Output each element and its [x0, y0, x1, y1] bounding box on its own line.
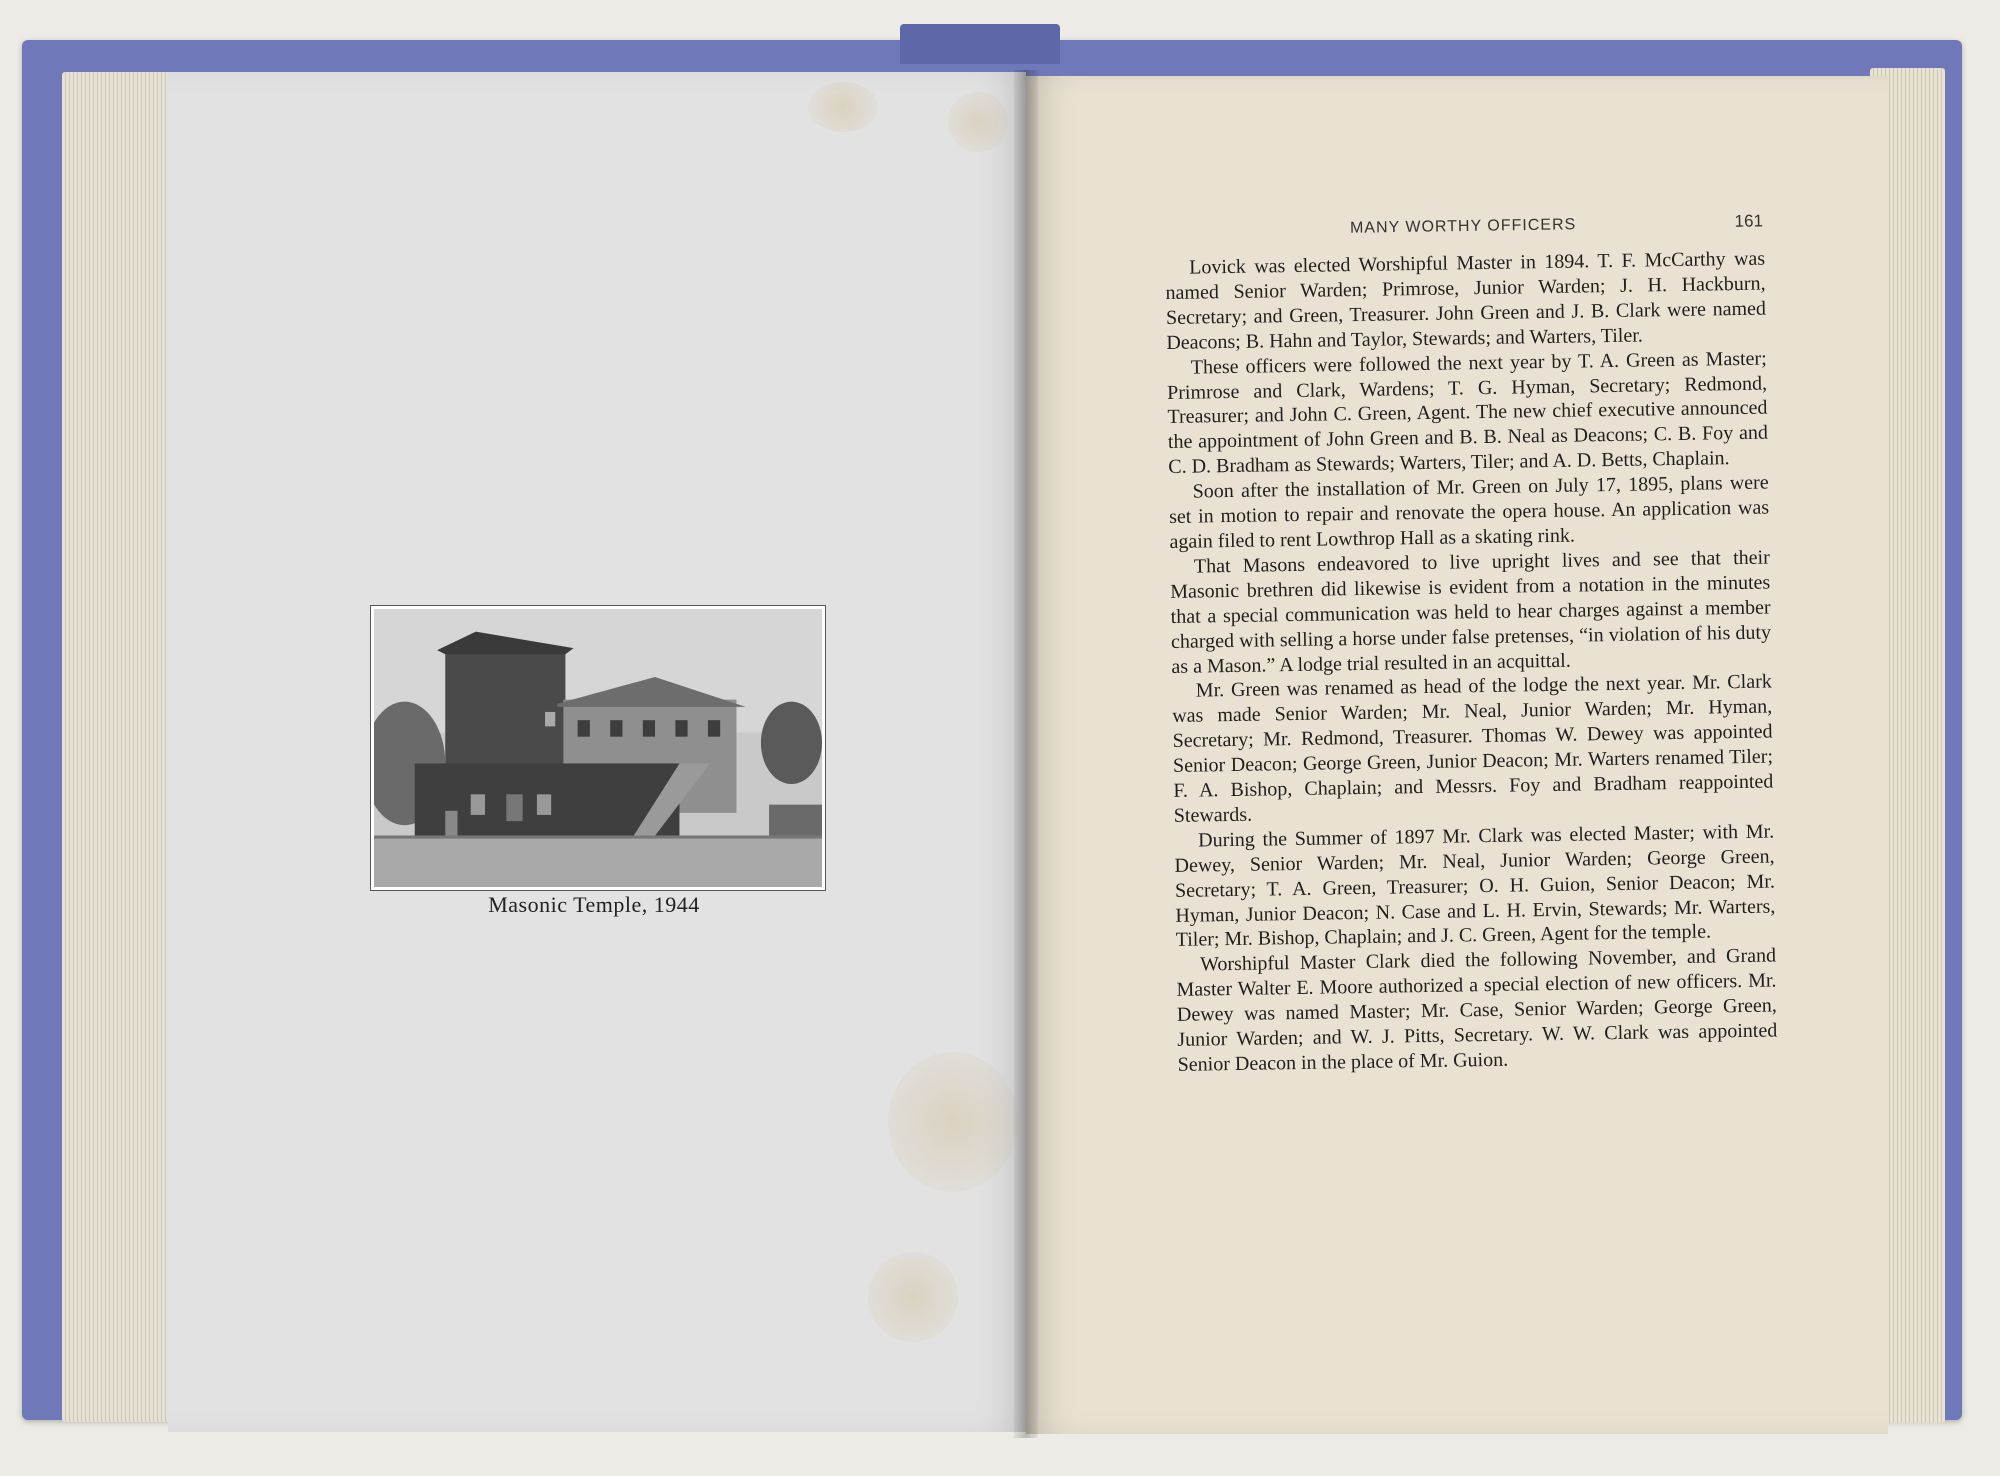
- photo-caption: Masonic Temple, 1944: [488, 892, 700, 917]
- building-photo: [374, 609, 822, 887]
- page-text: [1165, 247, 1778, 1078]
- paragraph: Mr. Green was renamed as head of the lodge the next year. Mr. Clark was made Senior Warden; Mr. Neal, Junior Warden; Mr. Hyman, Secretary; Mr. Redmond, Treasurer. Thomas W. Dewey was appointed Senior Deacon; George Green, Junior Deacon; Mr. Warters renamed Tiler; F. A. Bishop, Chaplain; and Messrs. Foy and Bradham reappointed Stewards.: [1172, 670, 1774, 827]
- gutter: [1014, 70, 1038, 1438]
- book-spine: [900, 24, 1060, 64]
- paragraph: That Masons endeavored to live upright lives and see that their Masonic brethren did likewise is evident from a notation in the minutes that a special communication was held to hear charges against a member charged with selling a horse under false pretenses, “in violation of his duty as a Mason.” A lodge trial resulted in an acquittal.: [1170, 546, 1772, 678]
- paragraph: Soon after the installation of Mr. Green on July 17, 1895, plans were set in motion to repair and renovate the opera house. An application was again filed to rent Lowthrop Hall as a skating rink.: [1168, 471, 1770, 553]
- paragraph: Lovick was elected Worshipful Master in 1894. T. F. McCarthy was named Senior Warden; Primrose, Junior Warden; J. H. Hackburn, Secretary; and Green, Treasurer. John Green and J. B. Clark were named Deacons; B. Hahn and Taylor, Stewards; and Warters, Tiler.: [1165, 247, 1767, 354]
- paragraph: During the Summer of 1897 Mr. Clark was elected Master; with Mr. Dewey, Senior Warden; Mr. Neal, Junior Warden; George Green, Secretary; T. A. Green, Treasurer; O. H. Guion, Senior Deacon; Mr. Hyman, Junior Deacon; N. Case and L. H. Ervin, Stewards; Mr. Warters, Tiler; Mr. Bishop, Chaplain; and J. C. Green, Agent for the temple.: [1174, 820, 1776, 952]
- masonic-temple-photo: [370, 605, 826, 891]
- page-number: 161: [1734, 211, 1764, 231]
- paragraph: Worshipful Master Clark died the following November, and Grand Master Walter E. Moore authorized a special election of new officers. Mr. Dewey was named Master; Mr. Case, Senior Warden; George Green, Junior Warden; and W. J. Pitts, Secretary. W. W. Clark was appointed Senior Deacon in the place of Mr. Guion.: [1176, 944, 1778, 1076]
- paragraph: These officers were followed the next year by T. A. Green as Master; Primrose and Clark, Wardens; T. G. Hyman, Secretary; Redmond, Treasurer; and John C. Green, Agent. The new chief executive announced the appointment of John Green and B. B. Neal as Deacons; C. B. Foy and C. D. Bradham as Stewards; Warters, Tiler; and A. D. Betts, Chaplain.: [1166, 347, 1769, 479]
- running-head-title: MANY WORTHY OFFICERS: [1349, 216, 1577, 237]
